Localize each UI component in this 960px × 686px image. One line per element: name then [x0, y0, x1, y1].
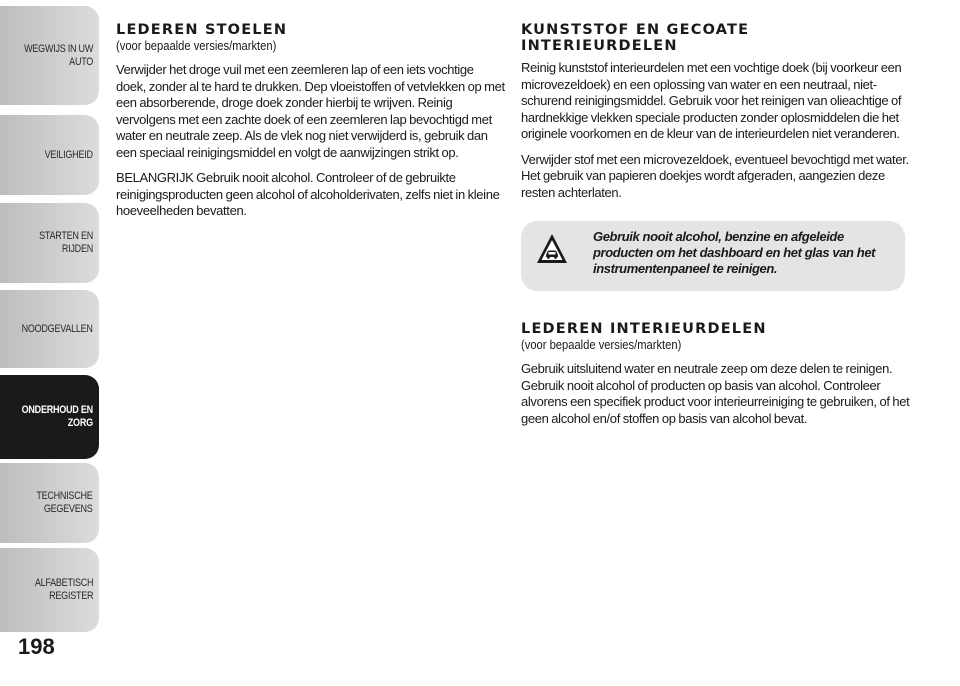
tab-starten-en-rijden[interactable]	[0, 203, 99, 283]
tab-wegwijs-in-uw-auto[interactable]	[0, 6, 99, 105]
title-line: KUNSTSTOF EN GECOATE	[521, 22, 750, 38]
tab-label: ALFABETISCH REGISTER	[34, 577, 93, 602]
paragraph: Verwijder het droge vuil met een zeemleren lap of een iets vochtige doek, zonder al te hard te drukken. Dep vloeistoffen of vetvlekken op met een absorberende, droge doek zonder hierbij te wrijven. Reinig vervolgens met een zachte doek of een zeemleren lap bevochtigd met water en neutrale zeep. Als de vlek nog niet verwijderd is, gebruik dan een speciaal reinigingsmiddel en volgt de aanwijzingen strikt op.	[116, 62, 505, 160]
tab-alfabetisch-register[interactable]	[0, 548, 99, 632]
section-title-lederen-stoelen: LEDEREN STOELEN	[116, 22, 288, 38]
tab-label: ONDERHOUD EN ZORG	[21, 404, 93, 429]
paragraph: Verwijder stof met een microvezeldoek, eventueel bevochtigd met water. Het gebruik van papieren doekjes wordt afgeraden, aangezien deze resten achterlaten.	[521, 151, 909, 200]
tab-technische-gegevens[interactable]	[0, 463, 99, 543]
tab-label: VEILIGHEID	[44, 148, 93, 161]
title-line: INTERIEURDELEN	[521, 38, 678, 54]
page-number: 198	[18, 634, 55, 659]
paragraph-important: BELANGRIJK Gebruik nooit alcohol. Controleer of de gebruikte reinigingsproducten geen alcohol of alcoholderivaten, zelfs niet in kleine hoeveelheden bevatten.	[116, 170, 500, 218]
paragraph: Reinig kunststof interieurdelen met een vochtige doek (bij voorkeur een microvezeldoek) en een oplossing van water en een neutraal, niet-schurend reinigingsmiddel. Gebruik voor het reinigen van olieachtige of hardnekkige vlekken speciale producten zonder oplosmiddelen die het originele voorkomen en de kleur van de interieurdelen niet veranderen.	[521, 60, 902, 141]
car-warning-triangle-icon	[535, 232, 569, 266]
tab-label: STARTEN EN RIJDEN	[39, 230, 93, 255]
tab-label: WEGWIJS IN UW AUTO	[24, 42, 93, 68]
tab-label: TECHNISCHE GEGEVENS	[36, 490, 93, 515]
section-title-lederen-interieurdelen: LEDEREN INTERIEURDELEN	[521, 321, 767, 337]
warning-text: Gebruik nooit alcohol, benzine en afgeleide producten om het dashboard en het glas van het instrumentenpaneel te reinigen.	[593, 229, 876, 276]
section-subtitle: (voor bepaalde versies/markten)	[521, 337, 682, 352]
warning-box	[521, 221, 905, 291]
tab-noodgevallen[interactable]	[0, 290, 99, 368]
paragraph: Gebruik uitsluitend water en neutrale zeep om deze delen te reinigen. Gebruik nooit alcohol of producten op basis van alcohol. Controleer alvorens een specifiek product voor interieurreiniging te gebruiken, of het geen alcohol en/of stoffen op basis van alcohol bevat.	[521, 361, 910, 426]
tab-label: NOODGEVALLEN	[21, 322, 93, 335]
tab-veiligheid[interactable]	[0, 115, 99, 195]
right-column	[521, 22, 913, 436]
tab-onderhoud-en-zorg[interactable]	[0, 375, 99, 459]
left-column	[116, 22, 506, 229]
section-subtitle: (voor bepaalde versies/markten)	[116, 38, 277, 53]
section-title-kunststof	[521, 22, 913, 54]
